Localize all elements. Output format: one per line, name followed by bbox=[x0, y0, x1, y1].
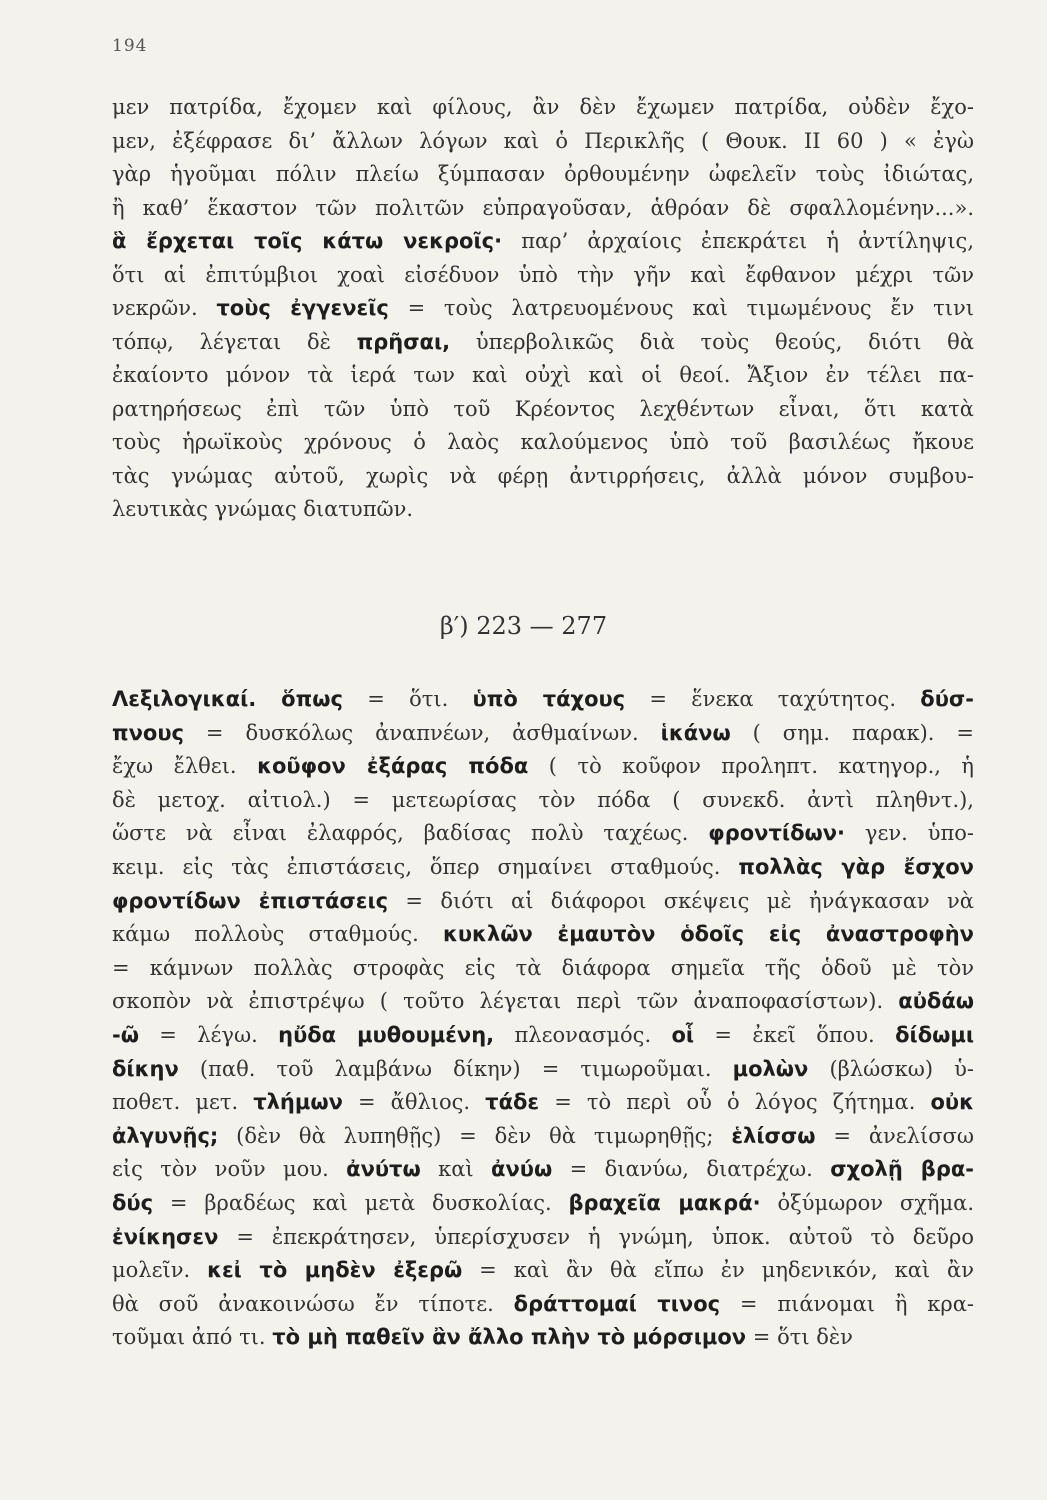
text-run: = ἄθλιος. bbox=[342, 1090, 486, 1115]
text-run: λευτικὰς γνώμας διατυπῶν. bbox=[112, 497, 414, 521]
bold-term: φροντίδων· bbox=[708, 821, 846, 846]
bold-term: κοῦφον ἐξάρας πόδα bbox=[257, 754, 529, 779]
bold-term: δίδωμι bbox=[895, 1022, 974, 1047]
text-run: μεν πατρίδα, ἔχομεν καὶ φίλους, ἂν δὲν ἔχωμεν πατρίδα, οὐδὲν ἔχο- bbox=[112, 95, 974, 119]
text-run: ἢ καθ’ ἕκαστον τῶν πολιτῶν εὐπραγοῦσαν, ἁθρόαν δὲ σφαλλομένην...». bbox=[112, 195, 974, 220]
text-line bbox=[112, 158, 974, 192]
bold-term: μολὼν bbox=[732, 1056, 809, 1081]
text-run: ρατηρήσεως ἐπὶ τῶν ὑπὸ τοῦ Κρέοντος λεχθέντων εἶναι, ὅτι κατὰ bbox=[112, 396, 974, 421]
text-line bbox=[112, 292, 974, 326]
text-line bbox=[112, 393, 974, 427]
text-line bbox=[112, 493, 974, 527]
text-run: (δὲν θὰ λυπηθῇς) = δὲν θὰ τιμωρηθῇς; bbox=[218, 1123, 732, 1148]
text-run: κάμω πολλοὺς σταθμούς. bbox=[112, 922, 443, 947]
bold-term: πρῆσαι, bbox=[356, 329, 451, 354]
text-line bbox=[112, 1153, 974, 1187]
text-run: σκοπὸν νὰ ἐπιστρέψω ( τοῦτο λέγεται περὶ τῶν ἀναποφασίστων). bbox=[112, 989, 899, 1014]
text-run: (βλώσκω) ὑ- bbox=[808, 1056, 974, 1081]
text-run: ὑπερβολικῶς διὰ τοὺς θεούς, διότι θὰ bbox=[450, 329, 974, 354]
text-line bbox=[112, 985, 974, 1019]
text-line bbox=[112, 1120, 974, 1154]
bold-term: ἀνύω bbox=[491, 1157, 553, 1182]
text-run: (παθ. τοῦ λαμβάνω δίκην) = τιμωροῦμαι. bbox=[178, 1056, 733, 1081]
bold-term: Λεξιλογικαί. ὅπως bbox=[112, 687, 343, 711]
text-run: = τὸ περὶ οὗ ὁ λόγος ζήτημα. bbox=[539, 1090, 931, 1115]
text-line bbox=[112, 1254, 974, 1288]
bold-term: τάδε bbox=[485, 1090, 540, 1115]
bold-term: κεἰ τὸ μηδὲν ἐξερῶ bbox=[207, 1258, 463, 1283]
bold-term: δύς bbox=[112, 1190, 154, 1215]
text-line bbox=[112, 1053, 974, 1087]
text-line bbox=[112, 426, 974, 460]
text-run: = καὶ ἂν θὰ εἴπω ἐν μηδενικόν, καὶ ἂν bbox=[462, 1258, 974, 1283]
text-line bbox=[112, 460, 974, 494]
text-line bbox=[112, 817, 974, 851]
text-line bbox=[112, 683, 974, 717]
bold-term: κυκλῶν ἐμαυτὸν ὁδοῖς εἰς ἀναστροφὴν bbox=[442, 922, 974, 947]
text-run: γεν. ὑπο- bbox=[845, 821, 974, 846]
text-run: = δυσκόλως ἀναπνέων, ἀσθμαίνων. bbox=[183, 720, 661, 745]
text-line bbox=[112, 1019, 974, 1053]
bold-term: πολλὰς γὰρ ἔσχον bbox=[738, 854, 974, 879]
text-run: = ὅτι δὲν bbox=[746, 1325, 853, 1350]
text-run: καὶ bbox=[420, 1157, 492, 1182]
text-line bbox=[112, 717, 974, 751]
text-run: = τοὺς λατρευομένους καὶ τιμωμένους ἔν τινι bbox=[388, 296, 974, 320]
text-run: ποθετ. μετ. bbox=[112, 1090, 254, 1115]
text-line bbox=[112, 1187, 974, 1221]
text-line bbox=[112, 125, 974, 159]
text-run: = διανύω, διατρέχω. bbox=[552, 1157, 831, 1182]
text-line bbox=[112, 259, 974, 293]
text-line bbox=[112, 91, 974, 125]
text-run: = ἕνεκα ταχύτητος. bbox=[625, 687, 921, 711]
bold-term: ἀλγυνῇς; bbox=[112, 1123, 219, 1148]
bold-term: ὑπὸ τάχους bbox=[472, 687, 626, 711]
page-number: 194 bbox=[112, 36, 148, 56]
text-run: νεκρῶν. bbox=[112, 296, 217, 320]
text-run: παρ’ ἀρχαίοις ἐπεκράτει ἡ ἀντίληψις, bbox=[502, 229, 974, 253]
text-run: ὅτι αἱ ἐπιτύμβιοι χοαὶ εἰσέδυον ὑπὸ τὴν γῆν καὶ ἔφθανον μέχρι τῶν bbox=[112, 262, 974, 287]
text-run: τοῦμαι ἀπό τι. bbox=[112, 1325, 273, 1350]
bold-term: ἐνίκησεν bbox=[112, 1224, 219, 1249]
text-line bbox=[112, 225, 974, 259]
text-line bbox=[112, 918, 974, 952]
bold-term: ἃ ἔρχεται τοῖς κάτω νεκροῖς· bbox=[112, 229, 503, 253]
bold-term: οἷ bbox=[671, 1022, 695, 1047]
text-line bbox=[112, 1288, 974, 1322]
text-run: ( τὸ κοῦφον προληπτ. κατηγορ., ἡ bbox=[528, 754, 974, 779]
text-run: = διότι αἱ διάφοροι σκέψεις μὲ ἠνάγκασαν νὰ bbox=[388, 888, 974, 913]
text-run: = λέγω. bbox=[138, 1022, 279, 1047]
text-run: γὰρ ἡγοῦμαι πόλιν πλείω ξύμπασαν ὀρθουμένην ὠφελεῖν τοὺς ἰδιώτας, bbox=[112, 162, 974, 186]
bold-term: ἀνύτω bbox=[346, 1157, 421, 1182]
bold-term: δίκην bbox=[112, 1056, 179, 1081]
bold-term: βραχεῖα μακρά· bbox=[568, 1190, 761, 1215]
text-run: ἔχω ἔλθει. bbox=[112, 754, 258, 779]
text-run: = ἀνελίσσω bbox=[815, 1123, 974, 1148]
text-run: δὲ μετοχ. αἰτιολ.) = μετεωρίσας τὸν πόδα ( συνεκδ. ἀντὶ πληθντ.), bbox=[112, 787, 974, 812]
text-run: εἰς τὸν νοῦν μου. bbox=[112, 1157, 347, 1182]
bold-term: πνους bbox=[112, 720, 184, 745]
text-run: τὰς γνώμας αὐτοῦ, χωρὶς νὰ φέρῃ ἀντιρρήσεις, ἀλλὰ μόνον συμβου- bbox=[112, 463, 974, 488]
text-line bbox=[112, 326, 974, 360]
text-line bbox=[112, 784, 974, 818]
bold-term: τλήμων bbox=[253, 1090, 343, 1115]
text-run: τόπῳ, λέγεται δὲ bbox=[112, 329, 357, 354]
text-run: = ἐπεκράτησεν, ὑπερίσχυσεν ἡ γνώμη, ὑποκ. αὐτοῦ τὸ δεῦρο bbox=[218, 1224, 974, 1249]
text-line bbox=[112, 1221, 974, 1255]
text-run: θὰ σοῦ ἀνακοινώσω ἔν τίποτε. bbox=[112, 1291, 514, 1316]
text-line bbox=[112, 952, 974, 986]
text-line bbox=[112, 885, 974, 919]
text-run: = ὅτι. bbox=[342, 687, 473, 711]
text-line bbox=[112, 192, 974, 226]
bold-term: ἱκάνω bbox=[660, 720, 731, 745]
text-run: = πιάνομαι ἢ κρα- bbox=[720, 1291, 974, 1316]
text-run: κειμ. εἰς τὰς ἐπιστάσεις, ὅπερ σημαίνει σταθμούς. bbox=[112, 854, 739, 879]
section-heading: β′) 223 — 277 bbox=[439, 612, 608, 640]
text-run: ἐκαίοντο μόνον τὰ ἱερά των καὶ οὐχὶ καὶ οἱ θεοί. Ἄξιον ἐν τέλει πα- bbox=[112, 363, 974, 387]
text-run: τοὺς ἡρωϊκοὺς χρόνους ὁ λαὸς καλούμενος ὑπὸ τοῦ βασιλέως ἤκουε bbox=[112, 430, 974, 454]
bold-term: αὐδάω bbox=[898, 989, 974, 1014]
text-run: = βραδέως καὶ μετὰ δυσκολίας. bbox=[153, 1190, 569, 1215]
text-run: ὀξύμωρον σχῆμα. bbox=[760, 1190, 974, 1215]
bold-term: τοὺς ἐγγενεῖς bbox=[216, 296, 389, 320]
paragraph-vocabulary bbox=[112, 683, 974, 1355]
text-run: πλεονασμός. bbox=[494, 1022, 672, 1047]
paragraph-commentary bbox=[112, 91, 974, 527]
text-line bbox=[112, 1086, 974, 1120]
bold-term: ηὔδα μυθουμένη, bbox=[278, 1022, 495, 1047]
text-line bbox=[112, 750, 974, 784]
bold-term: φροντίδων ἐπιστάσεις bbox=[112, 888, 389, 913]
text-line bbox=[112, 851, 974, 885]
text-run: μολεῖν. bbox=[112, 1258, 208, 1283]
text-run: = κάμνων πολλὰς στροφὰς εἰς τὰ διάφορα σημεῖα τῆς ὁδοῦ μὲ τὸν bbox=[112, 955, 974, 980]
bold-term: σχολῇ βρα- bbox=[830, 1157, 974, 1182]
text-run: ὥστε νὰ εἶναι ἐλαφρός, βαδίσας πολὺ ταχέως. bbox=[112, 821, 709, 846]
bold-term: -ῶ bbox=[112, 1022, 139, 1047]
bold-term: δύσ- bbox=[920, 687, 974, 711]
text-run: = ἐκεῖ ὅπου. bbox=[694, 1022, 896, 1047]
text-run: ( σημ. παρακ). = bbox=[730, 720, 974, 745]
text-line bbox=[112, 1321, 974, 1355]
text-run: μεν, ἐξέφρασε δι’ ἄλλων λόγων καὶ ὁ Περικλῆς ( Θουκ. ΙΙ 60 ) « ἐγὼ bbox=[112, 128, 974, 153]
bold-term: τὸ μὴ παθεῖν ἂν ἄλλο πλὴν τὸ μόρσιμον bbox=[272, 1325, 747, 1350]
text-line bbox=[112, 359, 974, 393]
bold-term: δράττομαί τινος bbox=[513, 1291, 721, 1316]
bold-term: ἑλίσσω bbox=[731, 1123, 816, 1148]
bold-term: οὐκ bbox=[930, 1090, 974, 1115]
